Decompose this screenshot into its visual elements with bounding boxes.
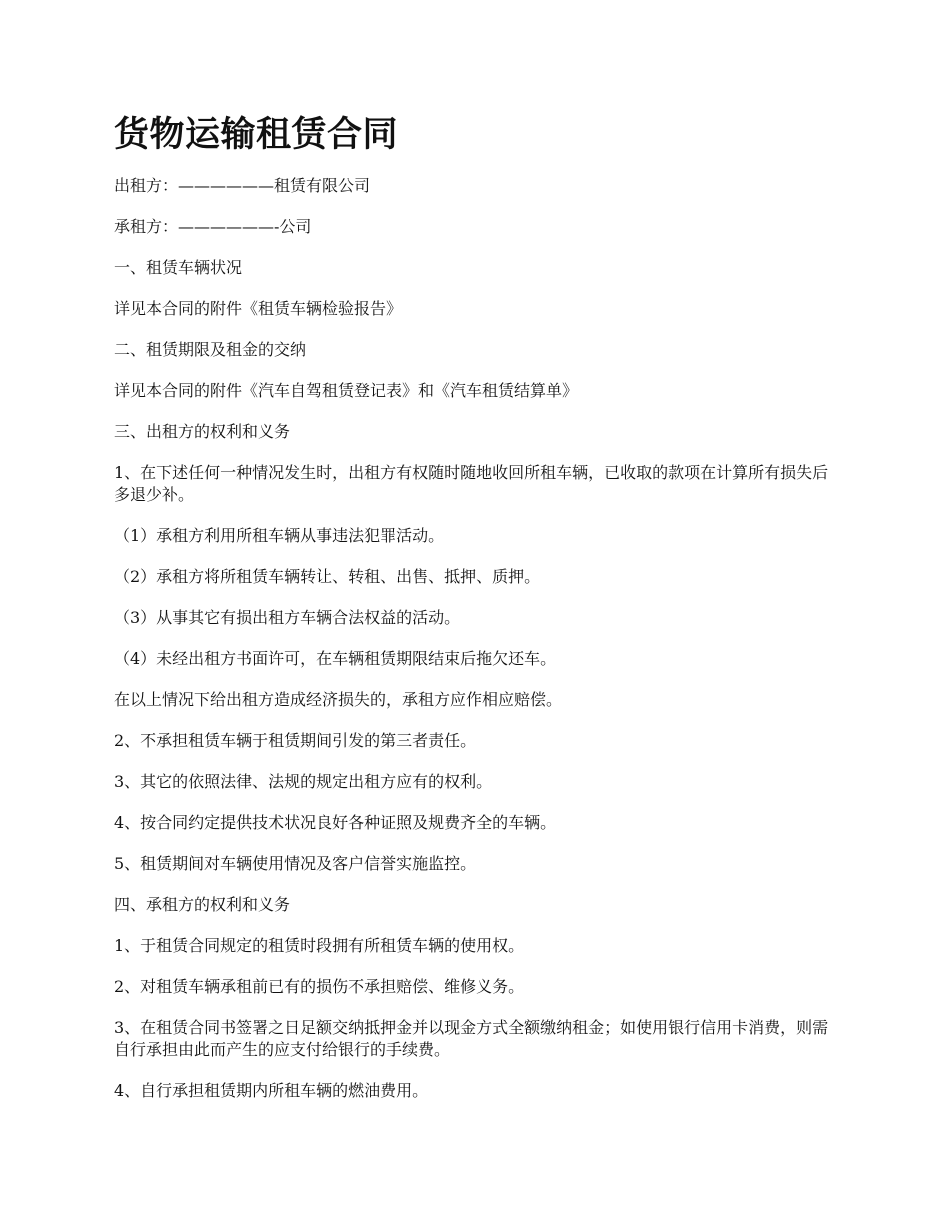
clause-4-1: 1、于租赁合同规定的租赁时段拥有所租赁车辆的使用权。 [114, 936, 525, 955]
clause-4-2: 2、对租赁车辆承租前已有的损伤不承担赔偿、维修义务。 [114, 977, 525, 996]
clause-3-1-note: 在以上情况下给出租方造成经济损失的，承租方应作相应赔偿。 [114, 690, 563, 709]
clause-3-1-item-1: （1）承租方利用所租车辆从事违法犯罪活动。 [114, 526, 445, 545]
section-heading-4: 四、承租方的权利和义务 [114, 895, 291, 914]
clause-3-1: 1、在下述任何一种情况发生时，出租方有权随时随地收回所租车辆，已收取的款项在计算所有损失后多退少补。 [114, 463, 829, 504]
clause-3-5: 5、租赁期间对车辆使用情况及客户信誉实施监控。 [114, 854, 477, 873]
clause-4-3: 3、在租赁合同书签署之日足额交纳抵押金并以现金方式全额缴纳租金；如使用银行信用卡消费，则需自行承担由此而产生的应支付给银行的手续费。 [114, 1018, 829, 1059]
clause-3-1-item-3: （3）从事其它有损出租方车辆合法权益的活动。 [114, 608, 461, 627]
section-heading-2: 二、租赁期限及租金的交纳 [114, 340, 307, 359]
clause-3-3: 3、其它的依照法律、法规的规定出租方应有的权利。 [114, 772, 493, 791]
clause-3-4: 4、按合同约定提供技术状况良好各种证照及规费齐全的车辆。 [114, 813, 557, 832]
lessor-line: 出租方：——————租赁有限公司 [114, 176, 371, 195]
clause-4-4: 4、自行承担租赁期内所租车辆的燃油费用。 [114, 1081, 429, 1100]
clause-3-1-item-2: （2）承租方将所租赁车辆转让、转租、出售、抵押、质押。 [114, 567, 541, 586]
clause-3-2: 2、不承担租赁车辆于租赁期间引发的第三者责任。 [114, 731, 477, 750]
section-heading-1: 一、租赁车辆状况 [114, 258, 243, 277]
document-page [114, 112, 834, 1121]
lessee-line: 承租方：——————-公司 [114, 217, 312, 236]
document-title: 货物运输租赁合同 [114, 115, 399, 155]
section-2-body: 详见本合同的附件《汽车自驾租赁登记表》和《汽车租赁结算单》 [114, 381, 579, 400]
clause-3-1-item-4: （4）未经出租方书面许可，在车辆租赁期限结束后拖欠还车。 [114, 649, 557, 668]
section-1-body: 详见本合同的附件《租赁车辆检验报告》 [114, 299, 403, 318]
section-heading-3: 三、出租方的权利和义务 [114, 422, 291, 441]
